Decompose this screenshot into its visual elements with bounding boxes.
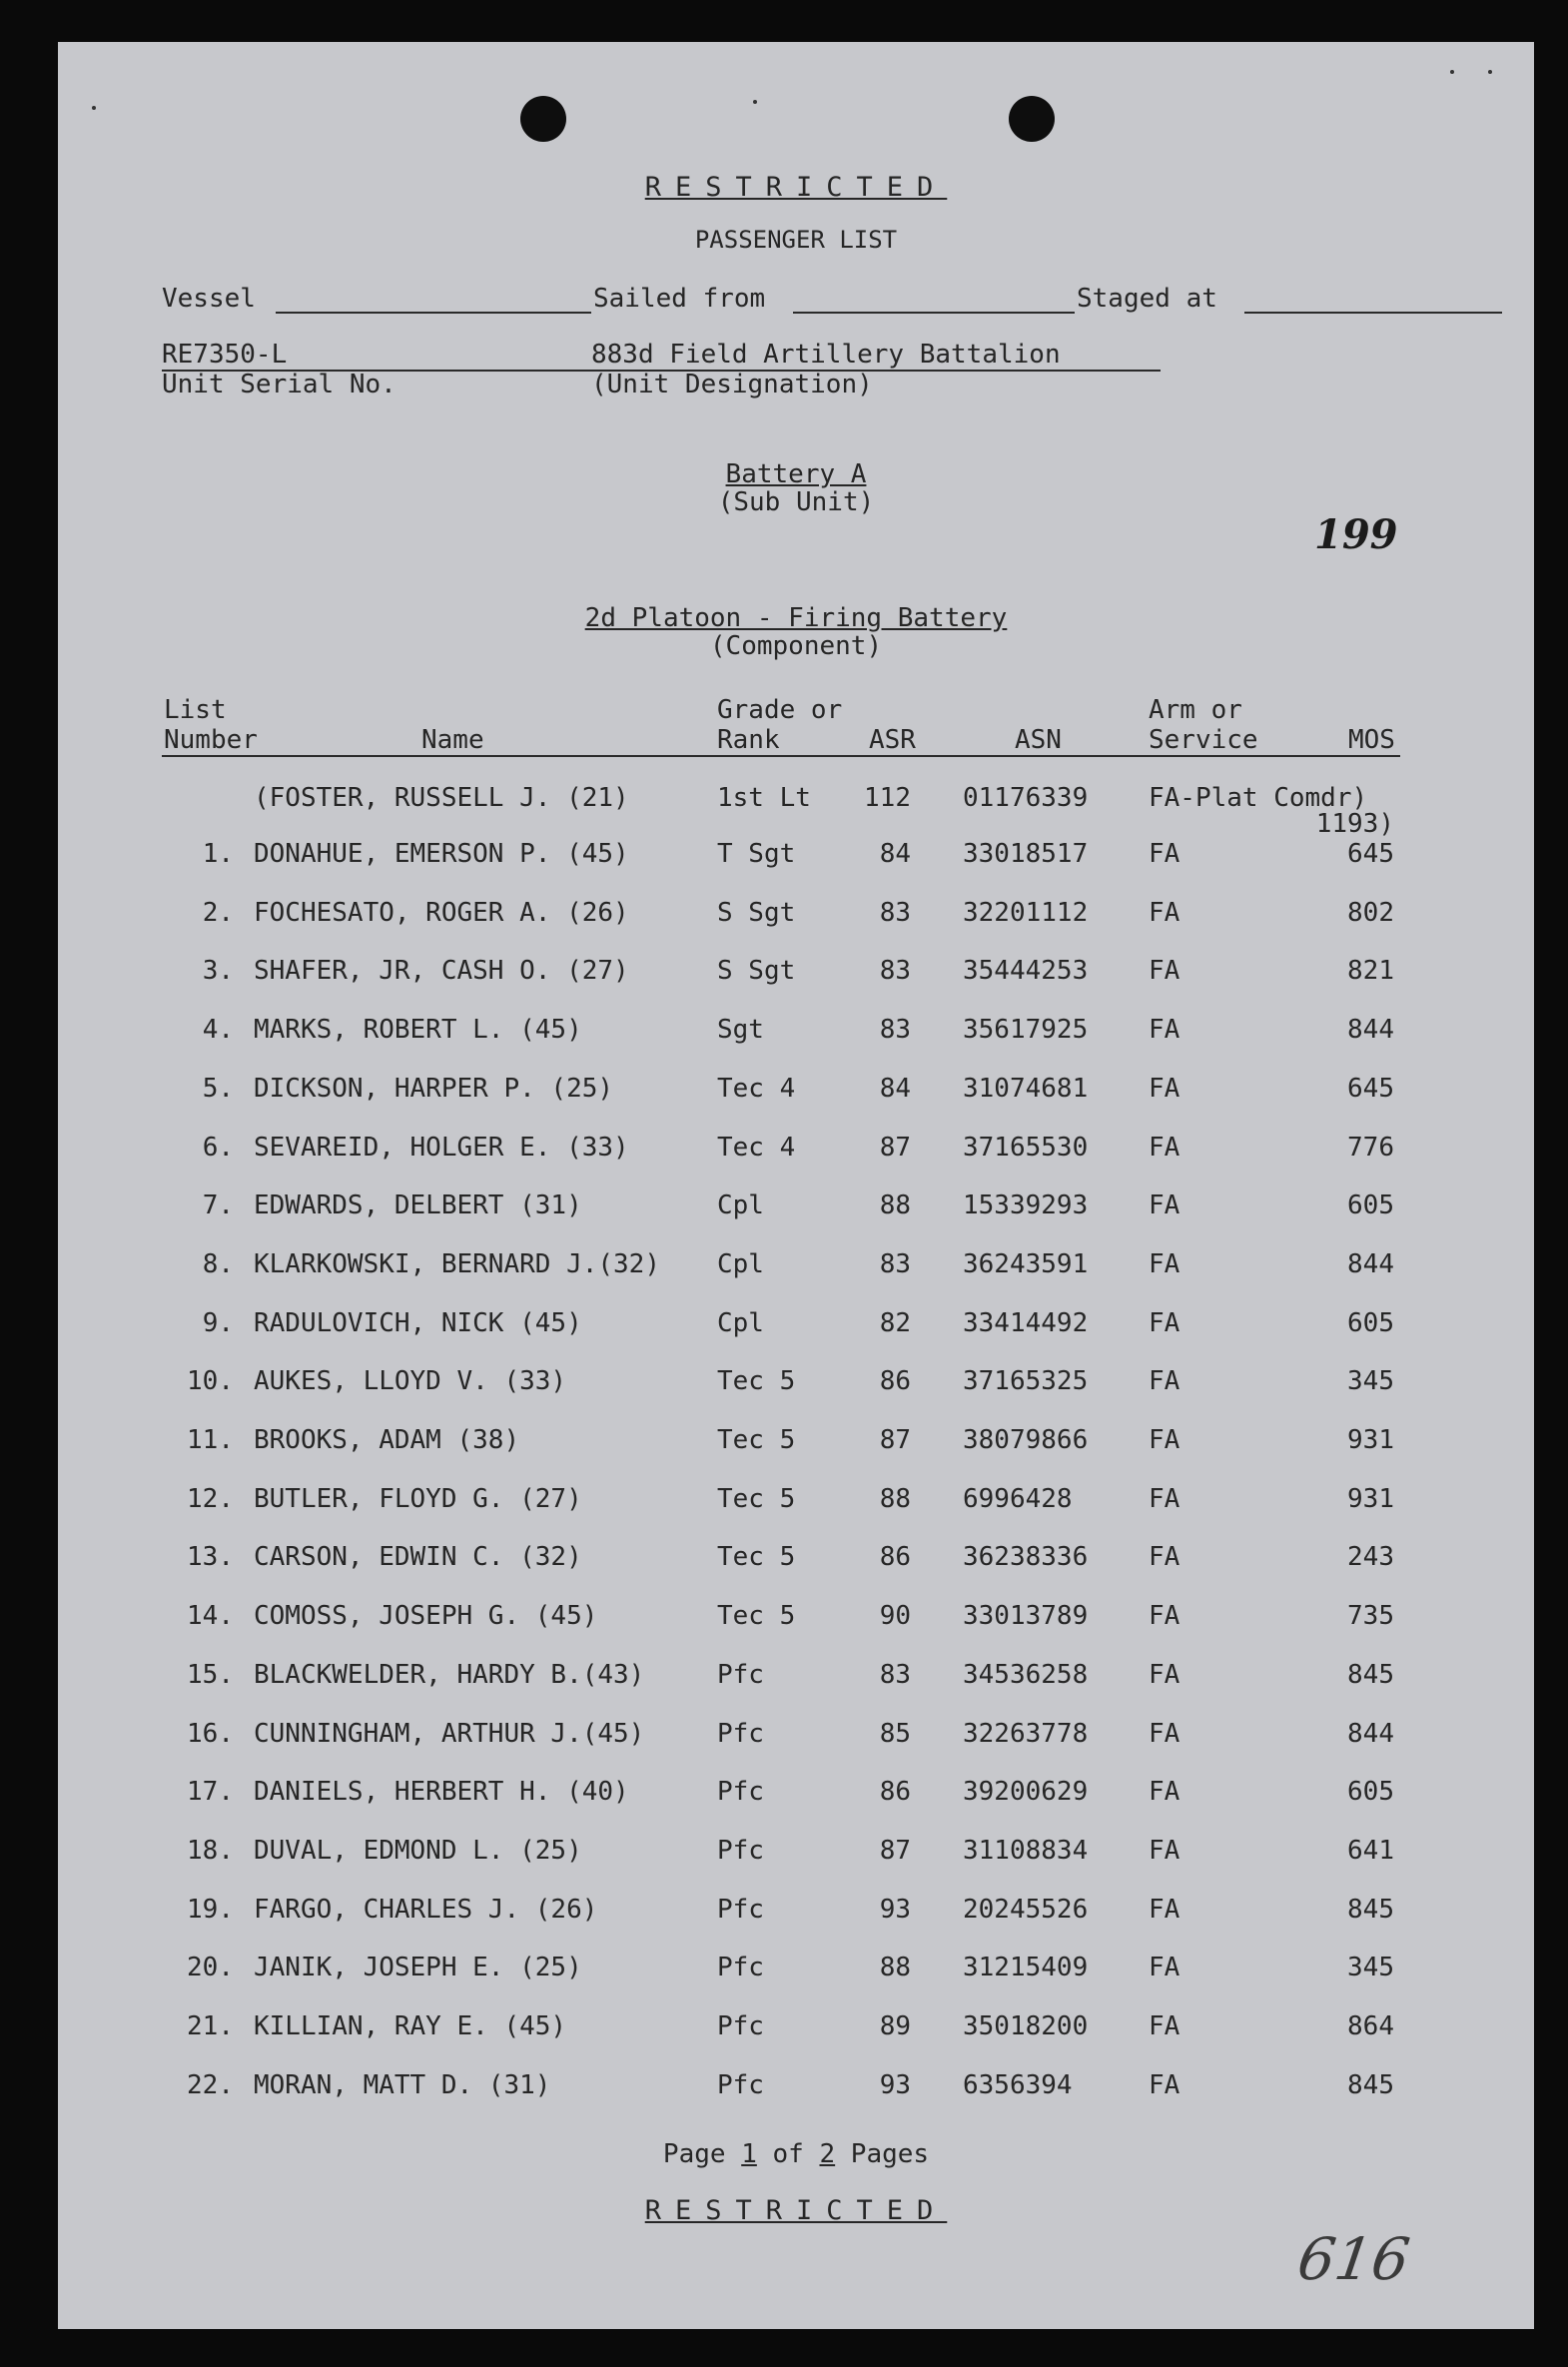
row-mos: 864 bbox=[1347, 2011, 1394, 2041]
row-arm: FA bbox=[1149, 1542, 1180, 1572]
table-row bbox=[58, 1953, 1534, 1992]
row-asn: 37165530 bbox=[963, 1133, 1089, 1163]
row-rank: Tec 4 bbox=[717, 1074, 796, 1104]
table-row bbox=[58, 2070, 1534, 2110]
row-asn: 31108834 bbox=[963, 1836, 1089, 1866]
row-mos: 735 bbox=[1347, 1601, 1394, 1631]
row-mos: 645 bbox=[1347, 1074, 1394, 1104]
row-asr: 82 bbox=[879, 1308, 911, 1338]
row-number: 16. bbox=[187, 1719, 234, 1749]
row-name: CUNNINGHAM, ARTHUR J.(45) bbox=[254, 1719, 645, 1749]
row-name: MARKS, ROBERT L. (45) bbox=[254, 1015, 582, 1045]
row-arm: FA bbox=[1149, 1719, 1180, 1749]
row-asr: 83 bbox=[879, 1249, 911, 1279]
row-asn: 31215409 bbox=[963, 1953, 1089, 1982]
row-number: 10. bbox=[187, 1366, 234, 1396]
row-mos: 776 bbox=[1347, 1133, 1394, 1163]
row-rank: Pfc bbox=[717, 1719, 764, 1749]
row-number: 17. bbox=[187, 1777, 234, 1807]
row-arm: FA bbox=[1149, 1895, 1180, 1925]
row-mos: 844 bbox=[1347, 1719, 1394, 1749]
row-arm: FA bbox=[1149, 1601, 1180, 1631]
table-row bbox=[58, 1660, 1534, 1700]
row-rank: Pfc bbox=[717, 1777, 764, 1807]
row-mos: 345 bbox=[1347, 1953, 1394, 1982]
row-arm: FA bbox=[1149, 1484, 1180, 1514]
row-asn: 36243591 bbox=[963, 1249, 1089, 1279]
row-asr: 83 bbox=[879, 956, 911, 986]
row-mos: 845 bbox=[1347, 1895, 1394, 1925]
row-number: 18. bbox=[187, 1836, 234, 1866]
table-row bbox=[58, 1308, 1534, 1348]
row-arm: FA bbox=[1149, 1133, 1180, 1163]
document-page bbox=[58, 42, 1534, 2329]
row-asn: 33414492 bbox=[963, 1308, 1089, 1338]
row-asr: 88 bbox=[879, 1953, 911, 1982]
row-rank: Pfc bbox=[717, 2011, 764, 2041]
row-number: 12. bbox=[187, 1484, 234, 1514]
row-name: RADULOVICH, NICK (45) bbox=[254, 1308, 582, 1338]
row-asn: 6356394 bbox=[963, 2070, 1073, 2100]
row-mos: 844 bbox=[1347, 1249, 1394, 1279]
officer-rank: 1st Lt bbox=[717, 783, 811, 813]
row-mos: 931 bbox=[1347, 1484, 1394, 1514]
classification-footer: RESTRICTED bbox=[644, 2195, 948, 2226]
row-number: 2. bbox=[202, 898, 234, 928]
row-asr: 85 bbox=[879, 1719, 911, 1749]
row-mos: 821 bbox=[1347, 956, 1394, 986]
officer-name: (FOSTER, RUSSELL J. (21) bbox=[254, 783, 629, 813]
row-arm: FA bbox=[1149, 1190, 1180, 1220]
row-arm: FA bbox=[1149, 898, 1180, 928]
table-row bbox=[58, 1836, 1534, 1876]
table-row bbox=[58, 1074, 1534, 1114]
row-name: DONAHUE, EMERSON P. (45) bbox=[254, 839, 629, 869]
sailed-from-field bbox=[793, 312, 1075, 314]
row-rank: Sgt bbox=[717, 1015, 764, 1045]
row-asr: 83 bbox=[879, 1015, 911, 1045]
row-number: 20. bbox=[187, 1953, 234, 1982]
col-asn: ASN bbox=[1015, 725, 1062, 755]
row-name: BLACKWELDER, HARDY B.(43) bbox=[254, 1660, 645, 1690]
col-name: Name bbox=[421, 725, 484, 755]
row-asn: 33013789 bbox=[963, 1601, 1089, 1631]
row-mos: 243 bbox=[1347, 1542, 1394, 1572]
row-arm: FA bbox=[1149, 1249, 1180, 1279]
row-asn: 33018517 bbox=[963, 839, 1089, 869]
table-row bbox=[58, 1249, 1534, 1289]
row-asr: 86 bbox=[879, 1542, 911, 1572]
page-indicator bbox=[58, 2139, 1534, 2169]
officer-asn: 01176339 bbox=[963, 783, 1089, 813]
row-rank: Pfc bbox=[717, 2070, 764, 2100]
row-number: 1. bbox=[202, 839, 234, 869]
unit-designation-value: 883d Field Artillery Battalion bbox=[591, 340, 1061, 370]
row-arm: FA bbox=[1149, 1660, 1180, 1690]
row-name: EDWARDS, DELBERT (31) bbox=[254, 1190, 582, 1220]
row-number: 19. bbox=[187, 1895, 234, 1925]
sub-unit-label: (Sub Unit) bbox=[717, 487, 875, 517]
row-number: 9. bbox=[202, 1308, 234, 1338]
row-number: 21. bbox=[187, 2011, 234, 2041]
row-rank: Pfc bbox=[717, 1660, 764, 1690]
table-row bbox=[58, 1895, 1534, 1935]
table-row bbox=[58, 1719, 1534, 1759]
row-rank: Tec 5 bbox=[717, 1484, 796, 1514]
row-asn: 20245526 bbox=[963, 1895, 1089, 1925]
row-mos: 605 bbox=[1347, 1777, 1394, 1807]
form-title: PASSENGER LIST bbox=[694, 226, 898, 254]
row-mos: 641 bbox=[1347, 1836, 1394, 1866]
table-row bbox=[58, 1425, 1534, 1465]
speck bbox=[753, 100, 757, 104]
row-asr: 87 bbox=[879, 1425, 911, 1455]
row-asn: 32263778 bbox=[963, 1719, 1089, 1749]
of-word: of bbox=[772, 2139, 804, 2169]
row-asr: 83 bbox=[879, 898, 911, 928]
row-asn: 31074681 bbox=[963, 1074, 1089, 1104]
row-rank: Tec 5 bbox=[717, 1366, 796, 1396]
row-mos: 802 bbox=[1347, 898, 1394, 928]
row-arm: FA bbox=[1149, 956, 1180, 986]
row-rank: S Sgt bbox=[717, 956, 796, 986]
row-asr: 83 bbox=[879, 1660, 911, 1690]
speck bbox=[92, 106, 96, 110]
table-row bbox=[58, 898, 1534, 938]
row-rank: T Sgt bbox=[717, 839, 796, 869]
row-asr: 87 bbox=[879, 1836, 911, 1866]
row-asr: 89 bbox=[879, 2011, 911, 2041]
row-asn: 37165325 bbox=[963, 1366, 1089, 1396]
table-row bbox=[58, 1777, 1534, 1817]
staged-at-field bbox=[1244, 312, 1502, 314]
row-name: FARGO, CHARLES J. (26) bbox=[254, 1895, 598, 1925]
row-asr: 84 bbox=[879, 1074, 911, 1104]
classification-header: RESTRICTED bbox=[644, 172, 948, 203]
col-grade-line1: Grade or bbox=[717, 695, 843, 725]
table-row bbox=[58, 956, 1534, 996]
row-mos: 345 bbox=[1347, 1366, 1394, 1396]
row-asn: 35444253 bbox=[963, 956, 1089, 986]
row-number: 3. bbox=[202, 956, 234, 986]
row-asn: 38079866 bbox=[963, 1425, 1089, 1455]
row-rank: Cpl bbox=[717, 1190, 764, 1220]
row-asn: 34536258 bbox=[963, 1660, 1089, 1690]
page-current: 1 bbox=[741, 2139, 757, 2169]
row-number: 15. bbox=[187, 1660, 234, 1690]
unit-serial-value: RE7350-L bbox=[162, 340, 288, 370]
col-asr: ASR bbox=[869, 725, 916, 755]
row-mos: 931 bbox=[1347, 1425, 1394, 1455]
row-name: DANIELS, HERBERT H. (40) bbox=[254, 1777, 629, 1807]
row-name: JANIK, JOSEPH E. (25) bbox=[254, 1953, 582, 1982]
officer-arm: FA-Plat Comdr) bbox=[1149, 783, 1368, 813]
row-asn: 36238336 bbox=[963, 1542, 1089, 1572]
row-name: AUKES, LLOYD V. (33) bbox=[254, 1366, 567, 1396]
col-list-line1: List bbox=[164, 695, 227, 725]
row-number: 6. bbox=[202, 1133, 234, 1163]
row-asr: 88 bbox=[879, 1190, 911, 1220]
row-arm: FA bbox=[1149, 839, 1180, 869]
officer-asr: 112 bbox=[864, 783, 911, 813]
row-mos: 645 bbox=[1347, 839, 1394, 869]
col-mos: MOS bbox=[1348, 725, 1395, 755]
sailed-from-label: Sailed from bbox=[593, 284, 766, 314]
sub-unit-value: Battery A bbox=[725, 459, 867, 489]
table-row bbox=[58, 1366, 1534, 1406]
row-rank: Pfc bbox=[717, 1953, 764, 1982]
row-mos: 605 bbox=[1347, 1190, 1394, 1220]
row-rank: Cpl bbox=[717, 1249, 764, 1279]
row-asr: 93 bbox=[879, 2070, 911, 2100]
row-rank: Tec 4 bbox=[717, 1133, 796, 1163]
row-arm: FA bbox=[1149, 1777, 1180, 1807]
row-name: BROOKS, ADAM (38) bbox=[254, 1425, 520, 1455]
component-label: (Component) bbox=[709, 631, 883, 661]
table-row bbox=[58, 1133, 1534, 1173]
row-arm: FA bbox=[1149, 1836, 1180, 1866]
row-number: 8. bbox=[202, 1249, 234, 1279]
page-total: 2 bbox=[819, 2139, 836, 2169]
column-header-rule bbox=[162, 755, 1400, 757]
row-name: FOCHESATO, ROGER A. (26) bbox=[254, 898, 629, 928]
officer-mos: 1193) bbox=[1315, 809, 1394, 839]
row-number: 22. bbox=[187, 2070, 234, 2100]
row-asr: 88 bbox=[879, 1484, 911, 1514]
row-asr: 90 bbox=[879, 1601, 911, 1631]
row-arm: FA bbox=[1149, 2011, 1180, 2041]
component-value: 2d Platoon - Firing Battery bbox=[584, 603, 1008, 633]
row-name: SHAFER, JR, CASH O. (27) bbox=[254, 956, 629, 986]
staged-at-label: Staged at bbox=[1077, 284, 1217, 314]
row-asr: 86 bbox=[879, 1777, 911, 1807]
row-asr: 87 bbox=[879, 1133, 911, 1163]
pages-word: Pages bbox=[850, 2139, 930, 2169]
row-name: DUVAL, EDMOND L. (25) bbox=[254, 1836, 582, 1866]
row-number: 14. bbox=[187, 1601, 234, 1631]
row-rank: Cpl bbox=[717, 1308, 764, 1338]
row-arm: FA bbox=[1149, 1074, 1180, 1104]
speck bbox=[1450, 70, 1454, 74]
row-name: KILLIAN, RAY E. (45) bbox=[254, 2011, 567, 2041]
table-row bbox=[58, 1484, 1534, 1524]
row-name: MORAN, MATT D. (31) bbox=[254, 2070, 551, 2100]
row-number: 13. bbox=[187, 1542, 234, 1572]
table-row bbox=[58, 2011, 1534, 2051]
row-number: 4. bbox=[202, 1015, 234, 1045]
col-arm-line2: Service bbox=[1149, 725, 1258, 755]
col-list-line2: Number bbox=[164, 725, 258, 755]
row-asn: 39200629 bbox=[963, 1777, 1089, 1807]
row-name: KLARKOWSKI, BERNARD J.(32) bbox=[254, 1249, 660, 1279]
row-arm: FA bbox=[1149, 1308, 1180, 1338]
row-asn: 35018200 bbox=[963, 2011, 1089, 2041]
row-arm: FA bbox=[1149, 1425, 1180, 1455]
row-name: BUTLER, FLOYD G. (27) bbox=[254, 1484, 582, 1514]
row-rank: Tec 5 bbox=[717, 1601, 796, 1631]
folio-number: 199 bbox=[1314, 511, 1398, 558]
row-number: 11. bbox=[187, 1425, 234, 1455]
punch-hole-left bbox=[520, 96, 566, 142]
unit-serial-label: Unit Serial No. bbox=[162, 370, 396, 399]
row-rank: Tec 5 bbox=[717, 1542, 796, 1572]
handwritten-number: 616 bbox=[1293, 2225, 1414, 2293]
row-rank: Tec 5 bbox=[717, 1425, 796, 1455]
table-row bbox=[58, 839, 1534, 879]
row-number: 7. bbox=[202, 1190, 234, 1220]
row-asn: 32201112 bbox=[963, 898, 1089, 928]
row-arm: FA bbox=[1149, 1015, 1180, 1045]
row-rank: S Sgt bbox=[717, 898, 796, 928]
row-arm: FA bbox=[1149, 2070, 1180, 2100]
punch-hole-right bbox=[1009, 96, 1055, 142]
row-asn: 35617925 bbox=[963, 1015, 1089, 1045]
row-name: COMOSS, JOSEPH G. (45) bbox=[254, 1601, 598, 1631]
table-row bbox=[58, 1601, 1534, 1641]
row-asr: 86 bbox=[879, 1366, 911, 1396]
table-row bbox=[58, 1015, 1534, 1055]
row-asr: 93 bbox=[879, 1895, 911, 1925]
col-grade-line2: Rank bbox=[717, 725, 780, 755]
speck bbox=[1488, 70, 1492, 74]
row-asn: 6996428 bbox=[963, 1484, 1073, 1514]
row-arm: FA bbox=[1149, 1953, 1180, 1982]
row-asr: 84 bbox=[879, 839, 911, 869]
table-row bbox=[58, 1542, 1534, 1582]
row-rank: Pfc bbox=[717, 1895, 764, 1925]
page-word: Page bbox=[662, 2139, 726, 2169]
row-name: DICKSON, HARPER P. (25) bbox=[254, 1074, 614, 1104]
row-mos: 844 bbox=[1347, 1015, 1394, 1045]
unit-designation-label: (Unit Designation) bbox=[591, 370, 873, 399]
row-rank: Pfc bbox=[717, 1836, 764, 1866]
row-name: CARSON, EDWIN C. (32) bbox=[254, 1542, 582, 1572]
col-arm-line1: Arm or bbox=[1149, 695, 1242, 725]
row-number: 5. bbox=[202, 1074, 234, 1104]
table-row bbox=[58, 1190, 1534, 1230]
vessel-label: Vessel bbox=[162, 284, 256, 314]
row-asn: 15339293 bbox=[963, 1190, 1089, 1220]
row-mos: 845 bbox=[1347, 2070, 1394, 2100]
vessel-field bbox=[276, 312, 591, 314]
row-name: SEVAREID, HOLGER E. (33) bbox=[254, 1133, 629, 1163]
row-arm: FA bbox=[1149, 1366, 1180, 1396]
row-mos: 605 bbox=[1347, 1308, 1394, 1338]
row-mos: 845 bbox=[1347, 1660, 1394, 1690]
